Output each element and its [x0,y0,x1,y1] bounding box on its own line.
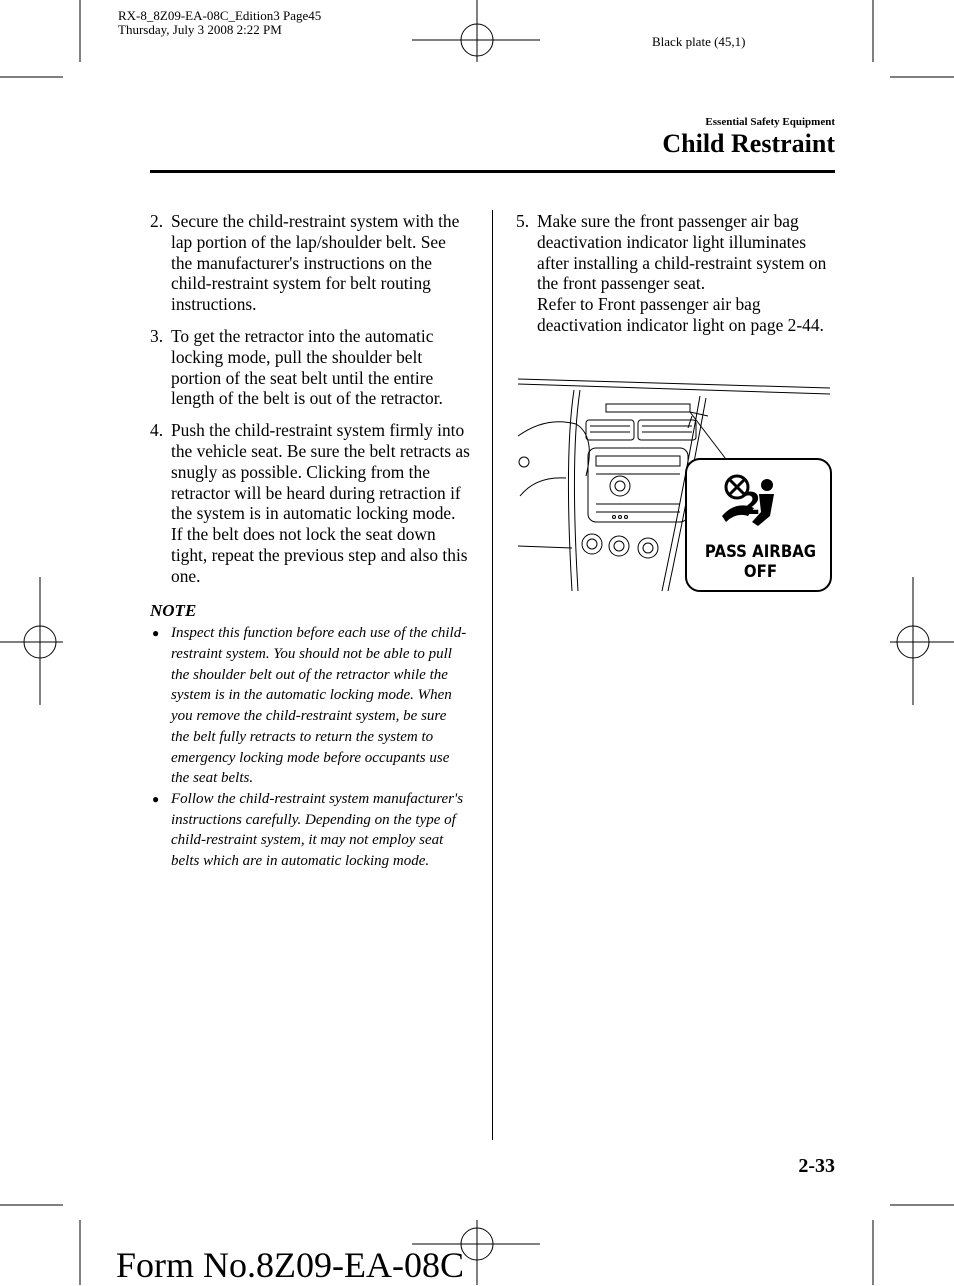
section-label: Essential Safety Equipment [705,116,835,128]
step-number: 2. [150,211,164,231]
slug-plate: Black plate (45,1) [652,34,746,49]
page-title: Child Restraint [662,129,835,158]
note-heading: NOTE [150,600,197,620]
note-bullet: ● [152,626,160,641]
note-text: Inspect this function before each use of the child-restraint system. You should not be able to pull the shoulder belt out of the retractor while the system is in the automatic locking mode. When you remove the child-restraint system, be sure the belt fully retracts to return the system to emergency locking mode before occupants use the seat belts. [171,625,467,787]
step-text: Push the child-restraint system firmly into the vehicle seat. Be sure the belt retracts as snugly as possible. Clicking from the retractor will be heard during retraction if the system is in automatic locking mode. If the belt does not lock the seat down tight, repeat the previous step and also this one. [171,420,470,586]
slug-timestamp: Thursday, July 3 2008 2:22 PM [118,22,282,37]
indicator-label [697,542,825,582]
step-2 [150,211,470,315]
indicator-label-line2: OFF [743,562,778,582]
step-5 [516,211,834,336]
step-number: 5. [516,211,530,231]
note-item [150,623,467,789]
right-column [516,211,834,336]
step-text: To get the retractor into the automatic locking mode, pull the shoulder belt portion of the seat belt until the entire length of the belt is out of the retractor. [171,325,443,409]
left-column [150,211,470,872]
step-number: 3. [150,325,164,346]
note-item [150,789,467,872]
page-number: 2-33 [798,1155,835,1177]
indicator-label-line1: PASS AIRBAG [704,542,817,562]
header-rule [150,170,835,173]
step-4 [150,420,470,586]
indicator-number: 2 [740,487,761,522]
note-text: Follow the child-restraint system manufacturer's instructions carefully. Depending on the type of child-restraint system, it may not employ seat belts which are in automatic locking mode. [171,790,464,870]
step-reference: Refer to Front passenger air bag deactivation indicator light on page 2-44. [537,294,824,335]
form-number: Form No.8Z09-EA-08C [116,1245,464,1285]
step-text: Secure the child-restraint system with the lap portion of the lap/shoulder belt. See the manufacturer's instructions on the child-restraint system for belt routing instructions. [171,211,460,315]
column-divider [492,210,493,1140]
step-number: 4. [150,420,164,441]
note-bullet: ● [152,791,160,806]
step-3 [150,326,470,409]
step-text: Make sure the front passenger air bag deactivation indicator light illuminates after installing a child-restraint system on the front passenger seat. [537,211,827,294]
slug-file-name: RX-8_8Z09-EA-08C_Edition3 Page45 [118,8,322,23]
